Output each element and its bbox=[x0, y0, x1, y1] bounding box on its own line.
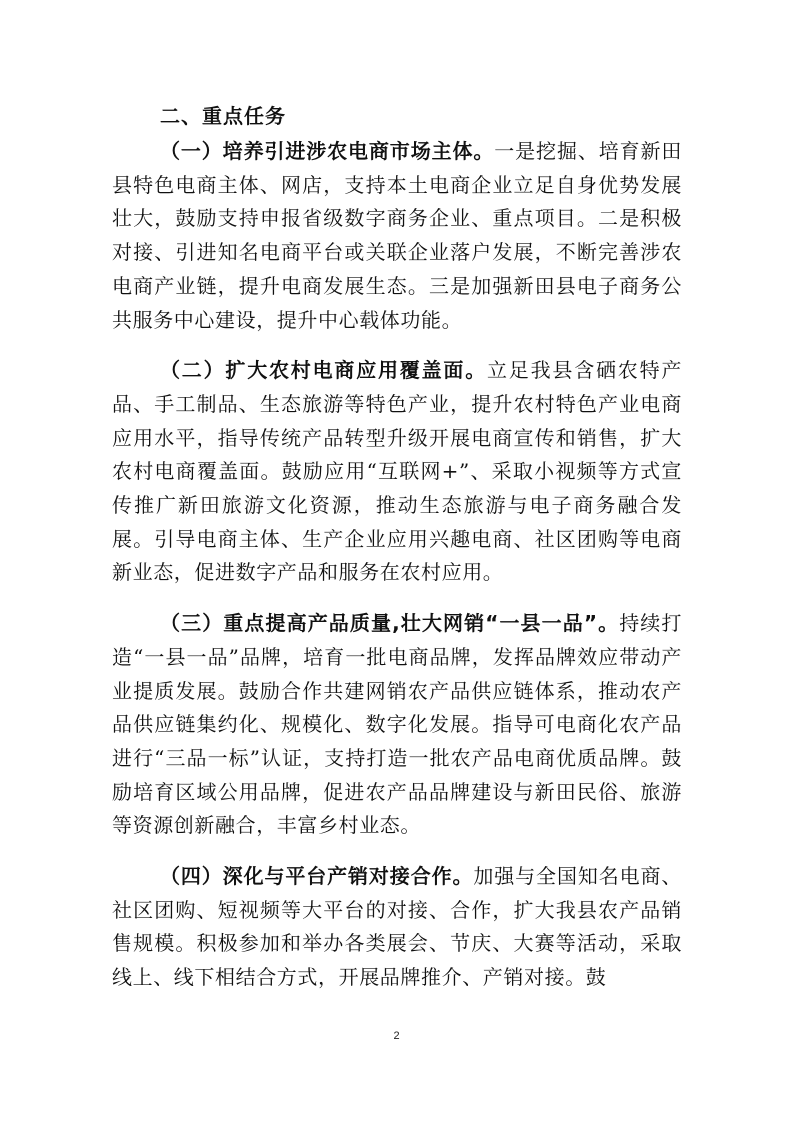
paragraph-3 bbox=[112, 607, 682, 843]
paragraph-2-text: 立足我县含硒农特产品、手工制品、生态旅游等特色产业，提升农村特色产业电商应用水平，指导传统产品转型升级开展电商宣传和销售，扩大农村电商覆盖面。鼓励应用“互联网+”、采取小视频等方式宣传推广新田旅游文化资源，推动生态旅游与电子商务融合发展。引导电商主体、生产企业应用兴趣电商、社区团购等电商新业态，促进数字产品和服务在农村应用。 bbox=[112, 358, 682, 585]
section-heading: 二、重点任务 bbox=[160, 104, 286, 128]
paragraph-1-lead: （一）培养引进涉农电商市场主体。 bbox=[160, 139, 495, 163]
paragraph-2 bbox=[112, 354, 682, 590]
paragraph-4-text: 加强与全国知名电商、社区团购、短视频等大平台的对接、合作，扩大我县农产品销售规模。积极参加和举办各类展会、节庆、大赛等活动，采取线上、线下相结合方式，开展品牌推介、产销对接。鼓 bbox=[112, 864, 682, 990]
document-body bbox=[112, 100, 682, 1012]
paragraph-1 bbox=[112, 135, 682, 337]
paragraph-3-lead: （三）重点提高产品质量,壮大网销“一县一品”。 bbox=[160, 611, 620, 636]
page-number: 2 bbox=[393, 1030, 400, 1042]
paragraph-4 bbox=[112, 860, 682, 995]
paragraph-3-text: 持续打造“一县一品”品牌，培育一批电商品牌，发挥品牌效应带动产业提质发展。鼓励合作共建网销农产品供应链体系，推动农产品供应链集约化、规模化、数字化发展。指导可电商化农产品进行“三品一标”认证，支持打造一批农产品电商优质品牌。鼓励培育区域公用品牌，促进农产品品牌建设与新田民俗、旅游等资源创新融合，丰富乡村业态。 bbox=[112, 611, 682, 838]
paragraph-1-text: 一是挖掘、培育新田县特色电商主体、网店，支持本土电商企业立足自身优势发展壮大，鼓励支持申报省级数字商务企业、重点项目。二是积极对接、引进知名电商平台或关联企业落户发展，不断完善涉农电商产业链，提升电商发展生态。三是加强新田县电子商务公共服务中心建设，提升中心载体功能。 bbox=[112, 139, 682, 332]
paragraph-2-lead: （二）扩大农村电商应用覆盖面。 bbox=[160, 358, 487, 383]
paragraph-4-lead: （四）深化与平台产销对接合作。 bbox=[160, 864, 474, 889]
